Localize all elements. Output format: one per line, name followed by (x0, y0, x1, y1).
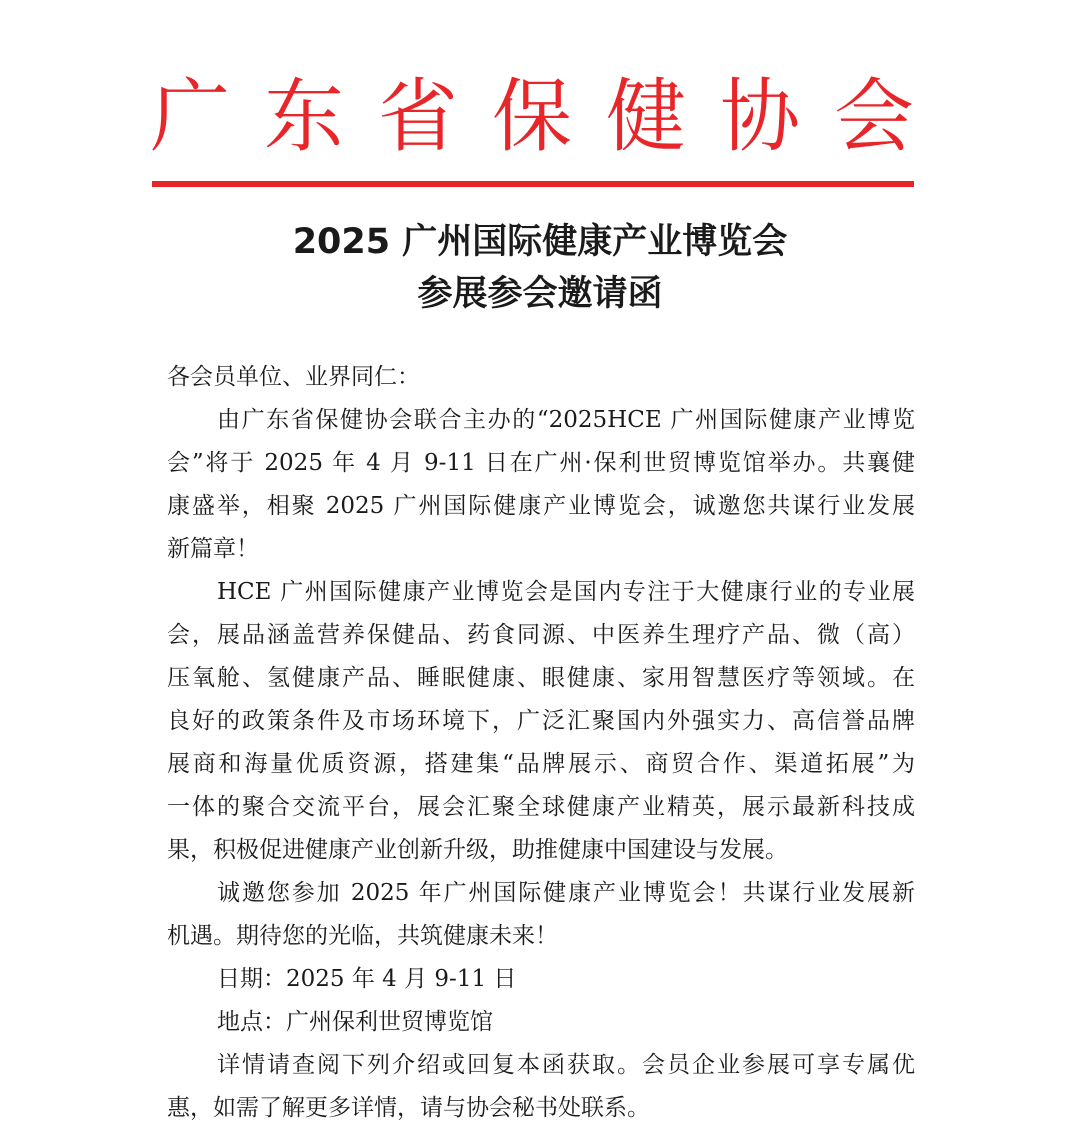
salutation: 各会员单位、业界同仁： (167, 364, 420, 390)
body-line: HCE 广州国际健康产业博览会是国内专注于大健康行业的专业展 (217, 579, 915, 605)
body-line: 由广东省保健协会联合主办的“2025HCE 广州国际健康产业博览 (217, 407, 915, 433)
document-title-line1: 2025 广州国际健康产业博览会 (292, 222, 788, 262)
body-line: 会，展品涵盖营养保健品、药食同源、中医养生理疗产品、微（高） (167, 622, 915, 648)
body-line: 一体的聚合交流平台，展会汇聚全球健康产业精英，展示最新科技成 (167, 794, 915, 820)
body-line: 良好的政策条件及市场环境下，广泛汇聚国内外强实力、高信誉品牌 (167, 708, 915, 734)
letterhead-char: 省 (378, 70, 458, 163)
event-venue: 地点：广州保利世贸博览馆 (217, 1009, 493, 1035)
body-line: 压氧舱、氢健康产品、睡眠健康、眼健康、家用智慧医疗等领域。在 (167, 665, 915, 691)
letterhead-divider (152, 181, 914, 187)
body-line: 惠，如需了解更多详情，请与协会秘书处联系。 (167, 1095, 650, 1121)
letter-body (167, 356, 915, 1121)
body-line: 展商和海量优质资源，搭建集“品牌展示、商贸合作、渠道拓展”为 (167, 751, 915, 777)
body-line: 果，积极促进健康产业创新升级，助推健康中国建设与发展。 (167, 837, 788, 863)
document-title-line2: 参展参会邀请函 (417, 274, 663, 314)
event-date: 日期：2025 年 4 月 9-11 日 (217, 966, 517, 992)
body-line: 机遇。期待您的光临，共筑健康未来！ (167, 923, 558, 949)
body-line: 详情请查阅下列介绍或回复本函获取。会员企业参展可享专属优 (217, 1052, 915, 1078)
body-line: 诚邀您参加 2025 年广州国际健康产业博览会！共谋行业发展新 (217, 880, 915, 906)
letterhead-char: 健 (606, 70, 686, 163)
letterhead-char: 东 (264, 70, 344, 163)
letterhead-char: 协 (720, 70, 800, 163)
letterhead-char: 保 (492, 70, 572, 163)
letterhead-char: 会 (834, 70, 914, 163)
body-line: 会”将于 2025 年 4 月 9-11 日在广州·保利世贸博览馆举办。共襄健 (167, 450, 915, 476)
body-line: 康盛举，相聚 2025 广州国际健康产业博览会，诚邀您共谋行业发展 (167, 493, 915, 519)
letterhead-char: 广 (150, 70, 230, 163)
letterhead-org-name (150, 62, 914, 172)
body-line: 新篇章！ (167, 536, 259, 562)
